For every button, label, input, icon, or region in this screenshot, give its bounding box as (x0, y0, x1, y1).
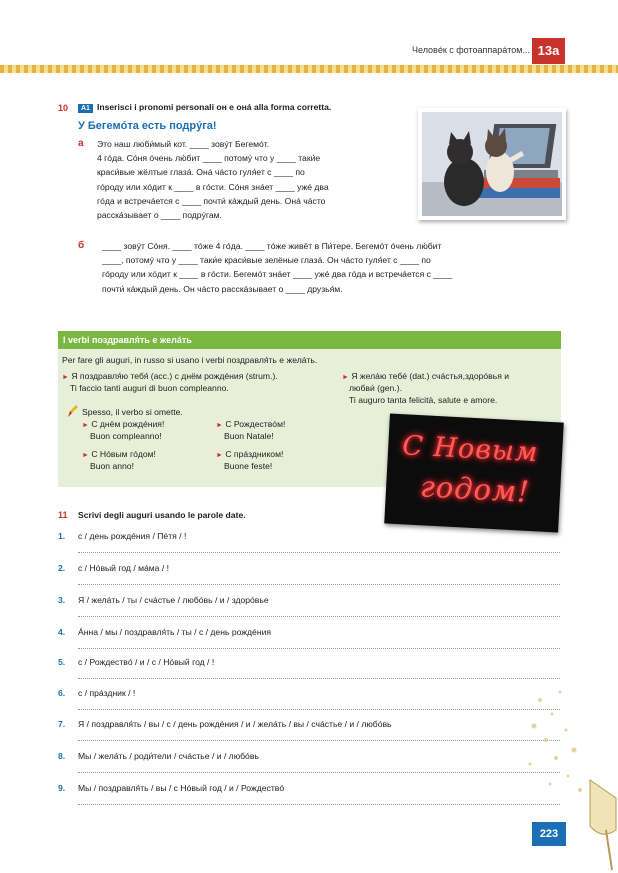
grammar-right-example (342, 371, 509, 384)
para-a-line: гóда и встречáется с ____ почти́ кáждый день. Онá чáсто (97, 195, 326, 206)
item-text: Я / желáть / ты / счáстье / любóвь / и / здорóвье (78, 595, 269, 605)
bullet-icon: ► (216, 452, 223, 459)
para-a-line: краси́вые жёлтые глазá. Онá чáсто гуля́ет с ____ по (97, 167, 305, 178)
item-number: 9. (58, 783, 66, 793)
grammar-right-ru: Я желáю тебé (dat.) счáстья,здорóвья и (351, 371, 510, 381)
bullet-icon: ► (62, 374, 69, 381)
grammar-left-example (62, 371, 278, 384)
neon-line-1: С Новым (401, 430, 540, 469)
bullet-icon: ► (342, 374, 349, 381)
grammar-right-ru-2: любви́ (gen.). (349, 383, 402, 393)
bullet-icon: ► (82, 422, 89, 429)
item-text: Мы / поздравля́ть / вы / с Нóвый год / и / Рождествó (78, 783, 285, 793)
story-title: У Бегемóта есть подрýга! (78, 120, 217, 132)
paragraph-b (102, 239, 562, 296)
exercise-10-instruction (78, 102, 331, 113)
example-2-it: Buon Natale! (224, 431, 274, 441)
item-number: 4. (58, 627, 66, 637)
neon-line-2: годом! (419, 469, 531, 509)
para-a-line: расскáзывает о ____ подрýгам. (97, 210, 222, 221)
item-number: 7. (58, 719, 66, 729)
para-b-line: почти́ кáждый день. Он чáсто расскáзывает о ____ друзья́м. (102, 283, 343, 294)
answer-line[interactable] (78, 552, 560, 553)
grammar-intro: Per fare gli auguri, in russo si usano i verbi поздравля́ть e желáть. (62, 355, 318, 365)
exercise-11-number: 11 (58, 510, 68, 520)
page-number: 223 (532, 822, 566, 846)
para-b-line: ____, потомý что у ____ таки́е краси́вые зелёные глазá. Он чáсто гуля́ет с ____ по (102, 255, 431, 266)
example-1-it: Buon compleanno! (90, 431, 162, 441)
grammar-left-it: Ti faccio tanti auguri di buon compleanno. (70, 383, 229, 393)
answer-line[interactable] (78, 616, 560, 617)
example-4-ru: С прáздником! (225, 449, 284, 459)
running-header: Человéк с фотоаппарáтом... (411, 45, 530, 55)
para-b-line: гóроду или хóдит к ____ в гóсти. Бегемóт знáет ____ ужé два гóда и встречáется с ____ (102, 269, 453, 280)
answer-line[interactable] (78, 709, 560, 710)
level-badge: A1 (78, 104, 93, 113)
item-text: с / день рождéния / Пéтя / ! (78, 531, 187, 541)
pencil-icon (66, 405, 78, 419)
item-text: Áнна / мы / поздравля́ть / ты / с / день рождéния (78, 627, 272, 637)
example-1-ru: С днём рождéния! (91, 419, 165, 429)
item-number: 2. (58, 563, 66, 573)
item-text: с / прáздник / ! (78, 688, 136, 698)
example-1 (82, 419, 164, 432)
exercise-11-instruction: Scrivi degli auguri usando le parole date. (78, 510, 246, 520)
bullet-icon: ► (216, 422, 223, 429)
answer-line[interactable] (78, 772, 560, 773)
item-text: Я / поздравля́ть / вы / с / день рождéния / и / желáть / вы / счáстье / и / любóвь (78, 719, 392, 729)
answer-line[interactable] (78, 740, 560, 741)
exercise-10-number: 10 (58, 103, 69, 113)
decorative-stripe (0, 65, 618, 73)
answer-line[interactable] (78, 678, 560, 679)
cat-laptop-photo (418, 108, 566, 220)
para-a-line: гóроду или хóдит к ____ в гóсти. Сóня знáет ____ ужé два (97, 181, 329, 192)
answer-line[interactable] (78, 804, 560, 805)
instruction-text: Inserisci i pronomi personali он e онá alla forma corretta. (96, 102, 332, 112)
bullet-icon: ► (82, 452, 89, 459)
example-3-ru: С Нóвым гóдом! (91, 449, 156, 459)
item-text: Мы / желáть / роди́тели / счáстье / и / любóвь (78, 751, 259, 761)
para-b-line: ____ зовýт Сóня. ____ тóже 4 гóда. ____ тóже живёт в Пи́тере. Бегемóт óчень лю́бит (102, 241, 442, 251)
item-text: с / Нóвый год / мáма / ! (78, 563, 170, 573)
grammar-title: I verbi поздравля́ть e желáть (58, 331, 561, 349)
item-number: 1. (58, 531, 66, 541)
paragraph-a-letter: а (78, 138, 84, 149)
grammar-right-it: Ti auguro tanta felicità, salute e amore. (349, 395, 498, 405)
item-number: 3. (58, 595, 66, 605)
example-4 (216, 449, 283, 462)
example-3 (82, 449, 156, 462)
item-text: с / Рождествó / и / с / Нóвый год / ! (78, 657, 215, 667)
example-2-ru: С Рождествóм! (225, 419, 286, 429)
example-2 (216, 419, 285, 432)
grammar-left-ru: Я поздравля́ю тебя́ (acc.) с днём рождéния (strum.). (71, 371, 278, 381)
example-4-it: Buone feste! (224, 461, 273, 471)
chapter-badge: 13a (532, 38, 565, 64)
paragraph-a (97, 137, 417, 222)
paragraph-b-letter: б (78, 240, 85, 251)
item-number: 6. (58, 688, 66, 698)
neon-greeting-photo (384, 414, 564, 533)
answer-line[interactable] (78, 648, 560, 649)
para-a-line: 4 гóда. Сóня óчень лю́бит ____ потомý что у ____ таки́е (97, 153, 321, 164)
grammar-note: Spesso, il verbo si omette. (82, 407, 183, 417)
item-number: 5. (58, 657, 66, 667)
item-number: 8. (58, 751, 66, 761)
para-a-line: Это наш люби́мый кот. ____ зовýт Бегемóт. (97, 139, 270, 149)
example-3-it: Buon anno! (90, 461, 134, 471)
answer-line[interactable] (78, 584, 560, 585)
